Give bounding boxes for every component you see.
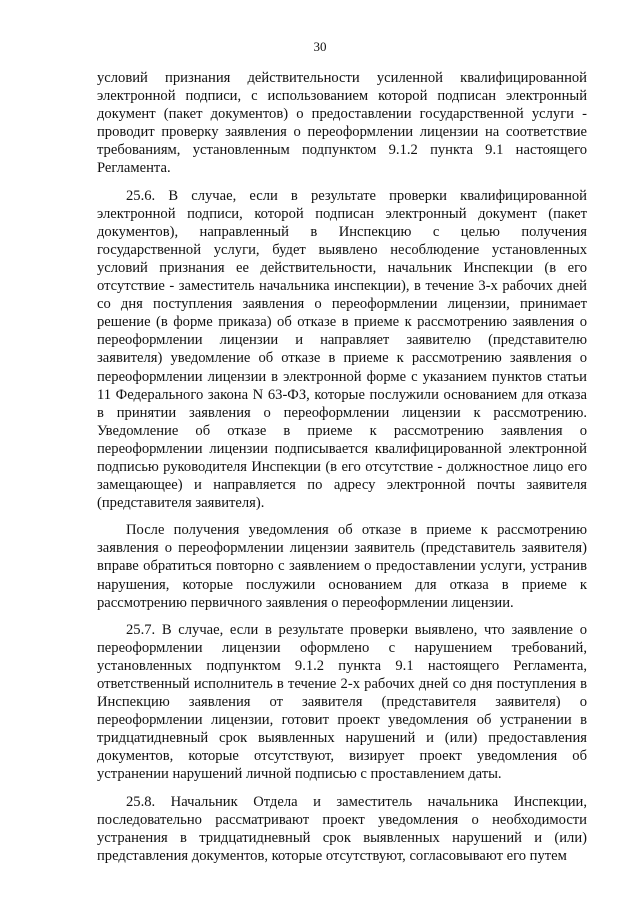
paragraph-25-6: 25.6. В случае, если в результате проверки квалифицированной электронной подписи, которой подписан электронный документ (пакет документов), направленный в Инспекцию с целью получения государственной услуги, будет выявлено несоблюдение установленных условий признания ее действительности, начальник Инспекции (в его отсутствие - заместитель начальника инспекции), в течение 3-х рабочих дней со дня поступления заявления о переоформлении лицензии, принимает решение (в форме приказа) об отказе в приеме к рассмотрению заявления о переоформлении лицензии и направляет заявителю (представителю заявителя) уведомление об отказе в приеме к рассмотрению заявления о переоформлении лицензии в электронной форме с указанием пунктов статьи 11 Федерального закона N 63-ФЗ, которые послужили основанием для отказа в принятии заявления о переоформлении лицензии к рассмотрению. Уведомление об отказе в приеме к рассмотрению заявления о переоформлении лицензии подписывается квалифицированной электронной подписью руководителя Инспекции (в его отсутствие - должностное лицо его замещающее) и направляется по адресу электронной почты заявителя (представителя заявителя). bbox=[97, 187, 587, 512]
paragraph-25-7: 25.7. В случае, если в результате проверки выявлено, что заявление о переоформлении лицензии оформлено с нарушением требований, установленных подпунктом 9.1.2 пункта 9.1 настоящего Регламента, ответственный исполнитель в течение 2-х рабочих дней со дня поступления в Инспекцию заявления от заявителя (представителя заявителя) о переоформлении лицензии, готовит проект уведомления об устранении в тридцатидневный срок выявленных нарушений и (или) предоставления документов, которые отсутствуют, визирует проект уведомления об устранении нарушений личной подписью с проставлением даты. bbox=[97, 621, 587, 783]
paragraph-25-8: 25.8. Начальник Отдела и заместитель начальника Инспекции, последовательно рассматривают проект уведомления о необходимости устранения в тридцатидневный срок выявленных нарушений и (или) представления документов, которые отсутствуют, согласовывают его путем bbox=[97, 793, 587, 864]
paragraph-after-refusal: После получения уведомления об отказе в приеме к рассмотрению заявления о переоформлении лицензии заявитель (представитель заявителя) вправе обратиться повторно с заявлением о предоставлении услуги, устранив нарушения, которые послужили основанием для отказа в приеме к рассмотрению первичного заявления о переоформлении лицензии. bbox=[97, 522, 587, 611]
body-text bbox=[97, 69, 587, 865]
paragraph-continuation: условий признания действительности усиленной квалифицированной электронной подписи, с использованием которой подписан электронный документ (пакет документов) о предоставлении государственной услуги - проводит проверку заявления о переоформлении лицензии на соответствие требованиям, установленным подпунктом 9.1.2 пункта 9.1 настоящего Регламента. bbox=[97, 70, 587, 177]
page-number: 30 bbox=[313, 39, 327, 54]
